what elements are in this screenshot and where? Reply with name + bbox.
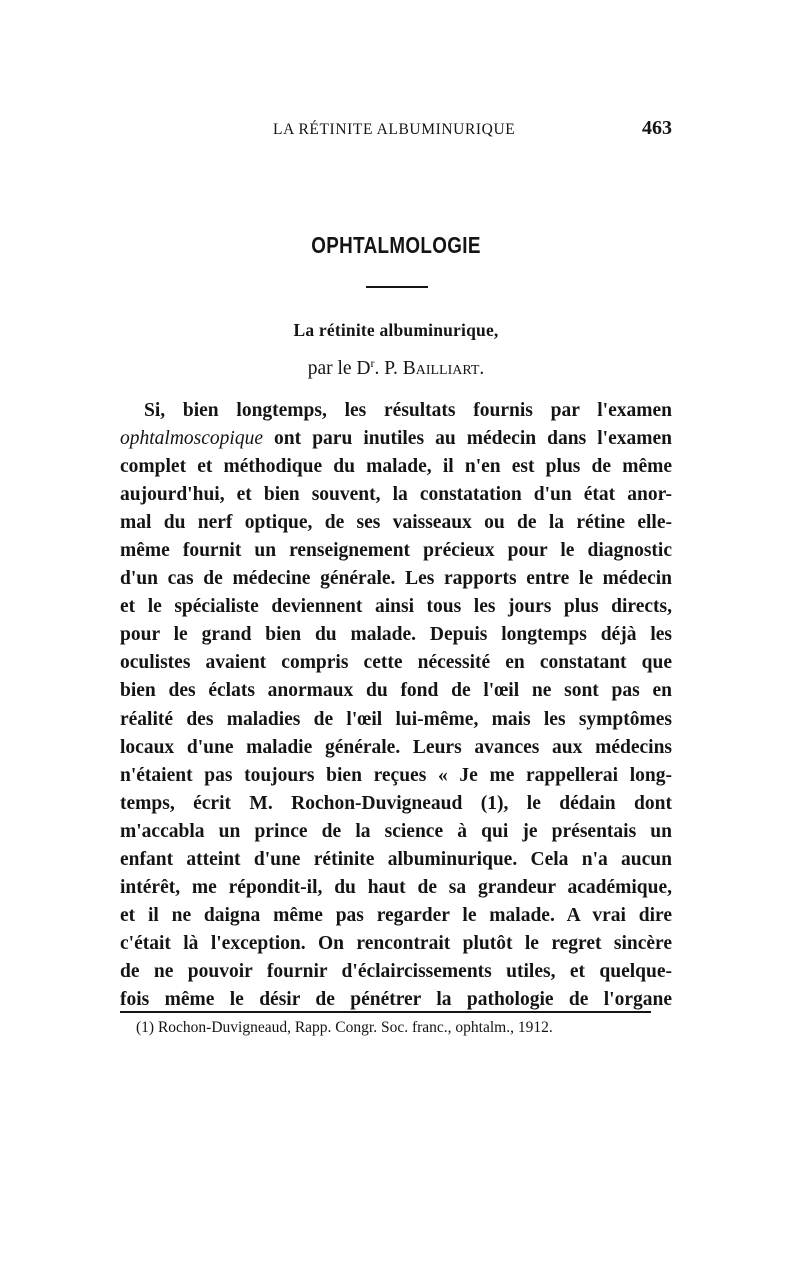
footnote-rule xyxy=(120,1011,651,1013)
author-initial: . P. xyxy=(374,358,403,379)
running-title: LA RÉTINITE ALBUMINURIQUE xyxy=(273,121,516,138)
author-name: Bailliart. xyxy=(402,358,485,379)
body-line: et il ne daigna même pas regarder le malade. A vrai dire xyxy=(120,904,672,926)
body-line: Si, bien longtemps, les résultats fournis par l'examen xyxy=(144,400,672,421)
body-line: oculistes avaient compris cette nécessité en constatant que xyxy=(120,652,672,674)
section-heading: OPHTALMOLOGIE xyxy=(311,232,481,258)
body-line: locaux d'une maladie générale. Leurs avances aux médecins xyxy=(120,736,672,758)
body-line: et le spécialiste deviennent ainsi tous les jours plus directs, xyxy=(120,596,672,618)
body-line-rest: ont paru inutiles au médecin dans l'examen xyxy=(262,428,672,450)
body-line: m'accabla un prince de la science à qui je présentais un xyxy=(120,820,672,842)
body-line: aujourd'hui, et bien souvent, la constatation d'un état anor- xyxy=(120,484,672,506)
body-line: temps, écrit M. Rochon-Duvigneaud (1), le dédain dont xyxy=(120,792,672,814)
heading-rule xyxy=(366,286,428,288)
body-line: c'était là l'exception. On rencontrait plutôt le regret sincère xyxy=(120,932,672,954)
italic-term: ophtalmoscopique xyxy=(120,428,263,450)
body-line: fois même le désir de pénétrer la pathologie de l'organe xyxy=(120,988,672,1010)
body-line: n'étaient pas toujours bien reçues « Je me rappellerai long- xyxy=(120,764,672,786)
article-title: La rétinite albuminurique, xyxy=(293,320,499,340)
running-header xyxy=(120,117,672,146)
body-text xyxy=(120,397,672,1014)
body-line: mal du nerf optique, de ses vaisseaux ou de la rétine elle- xyxy=(120,512,672,534)
body-line: réalité des maladies de l'œil lui-même, mais les symptômes xyxy=(120,708,672,730)
article-author xyxy=(120,350,672,382)
body-line: même fournit un renseignement précieux pour le diagnostic xyxy=(120,540,672,562)
body-line: intérêt, me répondit-il, du haut de sa grandeur académique, xyxy=(120,876,672,898)
body-line: complet et méthodique du malade, il n'en est plus de même xyxy=(120,456,672,478)
body-line: bien des éclats anormaux du fond de l'œil ne sont pas en xyxy=(120,680,672,702)
body-line: de ne pouvoir fournir d'éclaircissements utiles, et quelque- xyxy=(120,960,672,982)
body-line: d'un cas de médecine générale. Les rapports entre le médecin xyxy=(120,568,672,590)
footnote: (1) Rochon-Duvigneaud, Rapp. Congr. Soc. franc., ophtalm., 1912. xyxy=(136,1019,553,1036)
body-line: enfant atteint d'une rétinite albuminurique. Cela n'a aucun xyxy=(120,848,672,870)
author-prefix: par le D xyxy=(307,358,371,379)
body-line xyxy=(120,425,672,453)
author-title-superscript: r xyxy=(370,356,375,370)
page-number: 463 xyxy=(642,117,672,139)
body-line: pour le grand bien du malade. Depuis longtemps déjà les xyxy=(120,624,672,646)
